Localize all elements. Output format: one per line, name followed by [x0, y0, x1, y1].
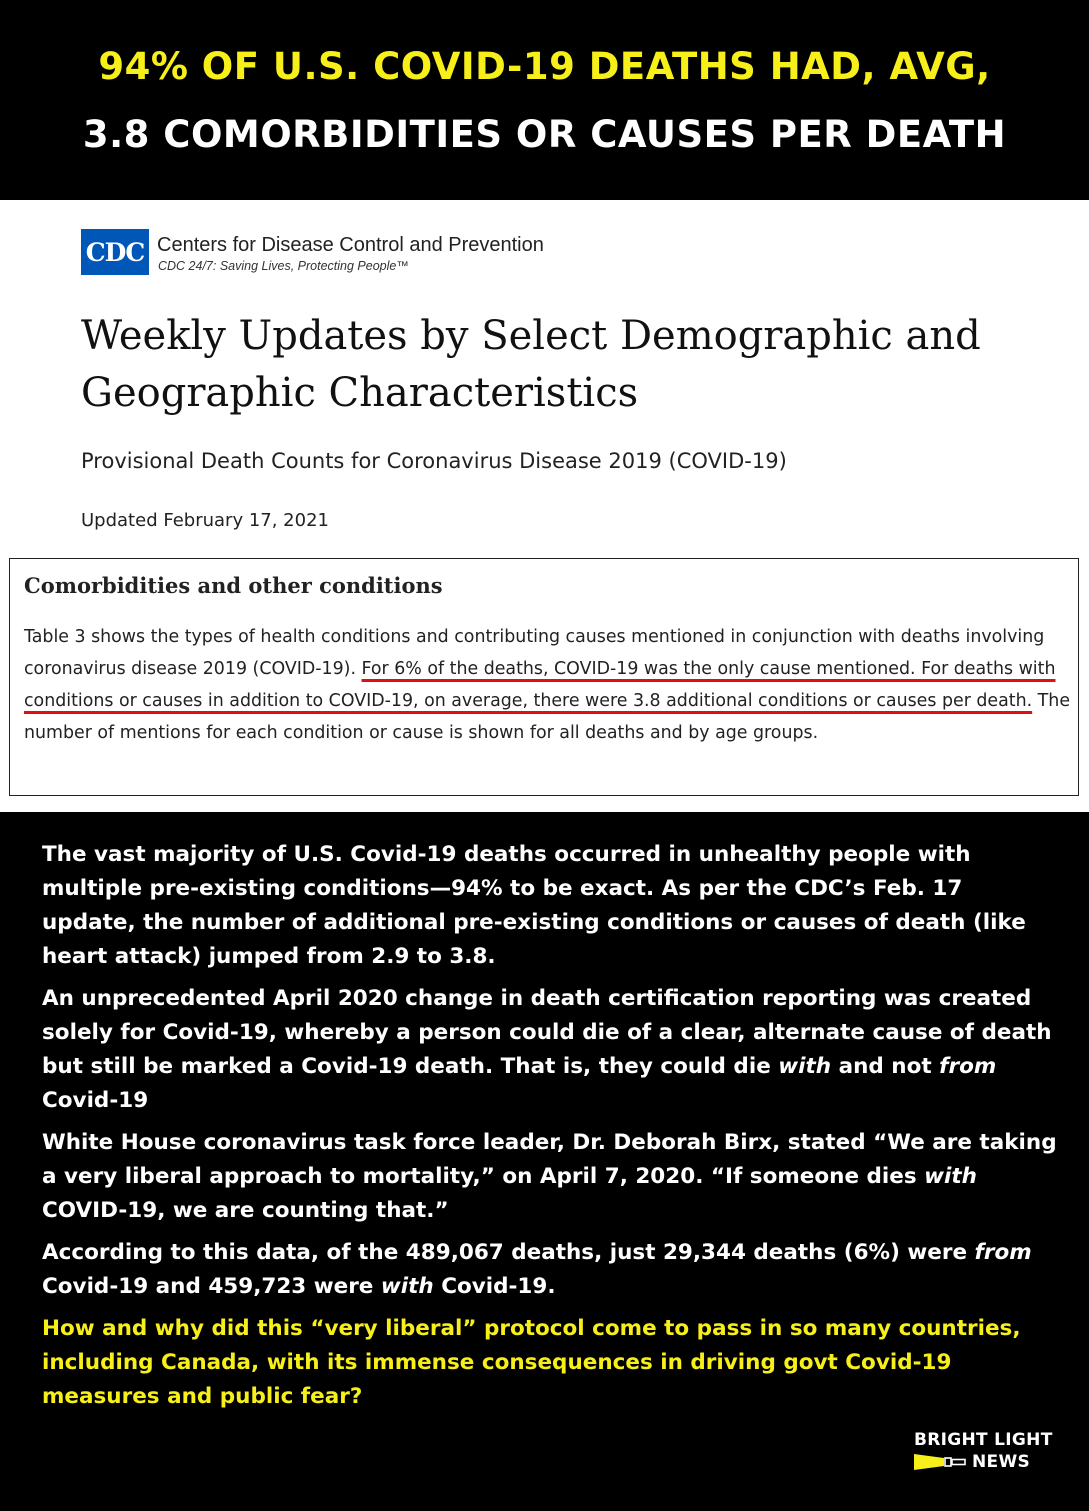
p4-text-a: According to this data, of the 489,067 deaths, just 29,344 deaths (6%) were — [42, 1240, 975, 1265]
commentary-paragraph-1: The vast majority of U.S. Covid-19 deaths occurred in unhealthy people with multiple pre-existing conditions—94% to be exact. As per the CDC’s Feb. 17 update, the number of additional pre-existing conditions or causes of death (like heart attack) jumped from 2.9 to 3.8. — [42, 842, 1026, 969]
p2-with: with — [778, 1054, 832, 1079]
headline-line-2: 3.8 COMORBIDITIES OR CAUSES PER DEATH — [82, 113, 1007, 156]
p2-from: from — [939, 1054, 997, 1079]
comorbidities-heading: Comorbidities and other conditions — [24, 573, 443, 598]
p3-text-b: COVID-19, we are counting that.” — [42, 1198, 449, 1223]
p2-text-a: An unprecedented April 2020 change in death certification reporting was created solely for Covid-19, whereby a person could die of a clear, alternate cause of death but still be marked a Covid-19 death. That is, they could die — [42, 986, 1052, 1079]
bright-light-news-logo — [914, 1430, 1066, 1480]
cdc-logo: CDC — [81, 229, 149, 275]
commentary-paragraph-4 — [42, 1236, 1062, 1304]
page-title: Weekly Updates by Select Demographic and Geographic Characteristics — [81, 313, 981, 416]
cdc-screenshot-panel — [0, 200, 1089, 812]
p3-with: with — [924, 1164, 977, 1189]
p4-from: from — [974, 1240, 1032, 1265]
p3-text-a: White House coronavirus task force leader, Dr. Deborah Birx, stated “We are taking a very liberal approach to mortality,” on April 7, 2020. “If someone dies — [42, 1130, 1057, 1189]
comorbidities-text-after: The number of mentions for each condition or cause is shown for all deaths and by age groups. — [24, 691, 1071, 743]
comorbidities-box — [9, 558, 1079, 796]
updated-date: Updated February 17, 2021 — [81, 510, 329, 531]
cdc-org-name: Centers for Disease Control and Prevention — [157, 234, 544, 256]
commentary-paragraph-2 — [42, 982, 1062, 1118]
p2-text-c: Covid-19 — [42, 1088, 149, 1113]
p4-text-b: Covid-19 and 459,723 were — [42, 1274, 381, 1299]
commentary — [42, 838, 1062, 1422]
brand-line-1: BRIGHT LIGHT — [914, 1430, 1053, 1450]
flashlight-icon — [914, 1454, 966, 1470]
cdc-tagline: CDC 24/7: Saving Lives, Protecting People™ — [158, 259, 409, 273]
comorbidities-text-before: Table 3 shows the types of health conditions and contributing causes mentioned in conjunction with deaths involving coronavirus disease 2019 (COVID-19). — [24, 627, 1045, 679]
commentary-question: How and why did this “very liberal” protocol come to pass in so many countries, including Canada, with its immense consequences in driving govt Covid-19 measures and public fear? — [42, 1316, 1021, 1409]
headline-banner — [0, 0, 1089, 200]
headline-line-1: 94% OF U.S. COVID-19 DEATHS HAD, AVG, — [98, 45, 991, 88]
page-subtitle: Provisional Death Counts for Coronavirus Disease 2019 (COVID-19) — [81, 449, 787, 473]
commentary-paragraph-3 — [42, 1126, 1062, 1228]
comorbidities-paragraph — [24, 621, 1074, 749]
p4-with: with — [380, 1274, 434, 1299]
comorbidities-highlighted-text: For 6% of the deaths, COVID-19 was the only cause mentioned. For deaths with conditions or causes in addition to COVID-19, on average, there were 3.8 additional conditions or causes per death. — [24, 659, 1056, 711]
brand-line-2: NEWS — [972, 1452, 1031, 1472]
p4-text-c: Covid-19. — [433, 1274, 556, 1299]
p2-text-b: and not — [831, 1054, 940, 1079]
